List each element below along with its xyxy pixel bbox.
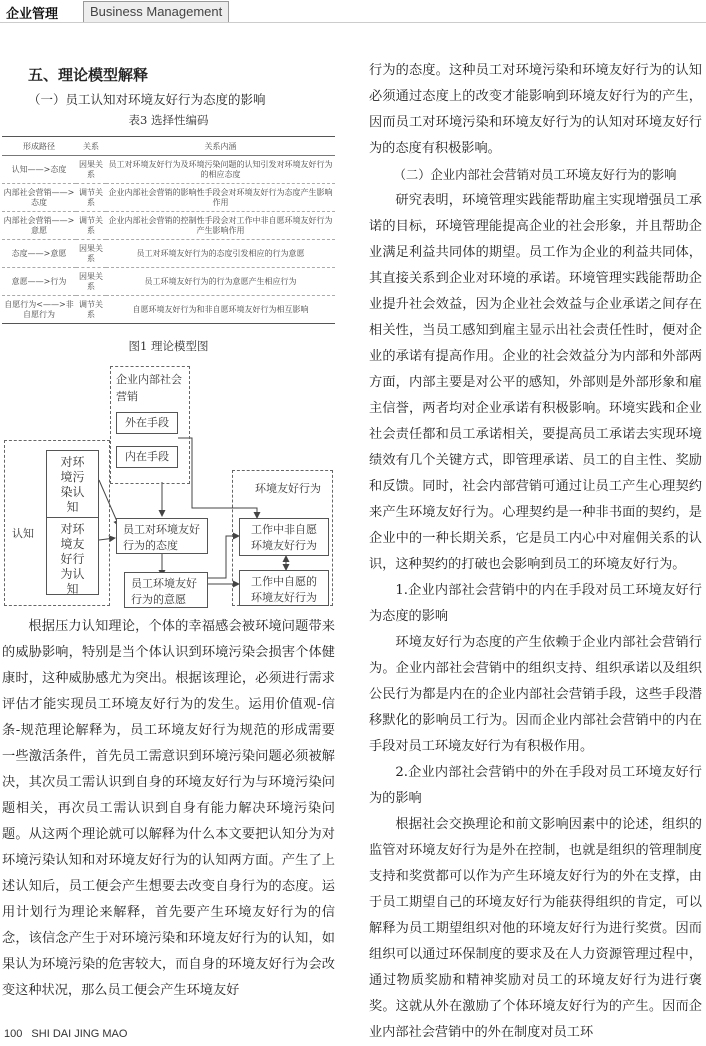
table-header: 关系 bbox=[76, 137, 106, 156]
table-row bbox=[2, 212, 335, 240]
pollution-cognition-box: 对环境污染认知 bbox=[46, 450, 99, 522]
right-paragraph-1: 行为的态度。这种员工对环境污染和环境友好行为的认知必须通过态度上的改变才能影响到环境友好行为的产生，因而员工对环境污染和环境友好行为的认知对环境友好行为的态度有积极影响。 bbox=[369, 63, 702, 156]
page-footer bbox=[4, 1028, 127, 1040]
column-name: Business Management bbox=[83, 1, 229, 23]
cell-relation: 因果关系 bbox=[76, 268, 106, 296]
cell-path: 自愿行为<——>非自愿行为 bbox=[2, 296, 76, 324]
voluntary-behavior-box: 工作中自愿的环境友好行为 bbox=[239, 570, 329, 606]
behavior-cognition-box: 对环境友好行为认知 bbox=[46, 517, 99, 595]
section-tag: 企业管理 bbox=[6, 7, 59, 22]
figure-title: 图1 理论模型图 bbox=[128, 339, 209, 353]
intention-box: 员工环境友好行为的意愿 bbox=[124, 572, 208, 608]
table-row bbox=[2, 184, 335, 212]
cell-meaning: 员工环境友好行为的行为意愿产生相应行为 bbox=[106, 268, 335, 296]
involuntary-behavior-box: 工作中非自愿环境友好行为 bbox=[239, 518, 329, 556]
cell-relation: 因果关系 bbox=[76, 156, 106, 184]
marketing-label: 企业内部社会营销 bbox=[116, 373, 182, 403]
table-row bbox=[2, 240, 335, 268]
cell-path: 态度——>意愿 bbox=[2, 240, 76, 268]
internal-means-box: 内在手段 bbox=[116, 446, 178, 468]
cell-meaning: 员工对环境友好行为的态度引发相应的行为意愿 bbox=[106, 240, 335, 268]
table-title: 表3 选择性编码 bbox=[128, 113, 209, 127]
cell-meaning: 企业内部社会营销的影响性手段会对环境友好行为态度产生影响作用 bbox=[106, 184, 335, 212]
eco-behavior-label: 环境友好行为 bbox=[255, 482, 321, 495]
right-heading-1: 1.企业内部社会营销中的内在手段对员工环境友好行为态度的影响 bbox=[369, 583, 702, 624]
cognition-label: 认知 bbox=[12, 527, 34, 540]
coding-table bbox=[2, 136, 335, 324]
table-row bbox=[2, 296, 335, 324]
left-column bbox=[2, 60, 335, 1004]
section-title: 五、理论模型解释 bbox=[28, 66, 149, 84]
left-body-paragraph: 根据压力认知理论，个体的幸福感会被环境问题带来的威胁影响，特别是当个体认识到环境污染会损害个体健康时，这种威胁感尤为突出。根据该理论，必须进行需求评估才能实现员工环境友好行为的发生。运用价值观-信条-规范理论解释为，员工环境友好行为规范的形成需要一些激活条件，首先员工需意识到环境污染问题必须被解决，其次员工需认识到自身的环境友好行为与环境污染问题相关，再次员工需认识到自身有能力解决环境污染问题。从这两个理论就可以解释为什么本文要把认知分为对环境污染认知和对环境友好行为的认知两方面。产生了上述认知后，员工便会产生想要去改变自身行为的态度。运用计划行为理论来解释，首先要产生环境友好行为的信念，该信念产生于对环境污染和环境友好行为的认知，如果认为环境污染的危害较大，而自身的环境友好行为会改变这种状况，那么员工便会产生环境友好 bbox=[2, 619, 335, 998]
cell-relation: 因果关系 bbox=[76, 240, 106, 268]
cell-relation: 调节关系 bbox=[76, 296, 106, 324]
subsection-title: （一）员工认知对环境友好行为态度的影响 bbox=[28, 92, 266, 107]
right-subsection-title: （二）企业内部社会营销对员工环境友好行为的影响 bbox=[393, 168, 677, 182]
right-paragraph-4: 根据社会交换理论和前文影响因素中的论述，组织的监管对环境友好行为是外在控制，也就是组织的管理制度支持和奖赏都可以作为产生环境友好行为的外在支撑，由于员工期望自己的环境友好行为能获得组织的肯定，可以解释为员工期望组织对他的环境友好行为进行奖赏。因而组织可以通过环保制度的要求及在人力资源管理过程中，通过物质奖励和精神奖励对员工的环境友好行为进行褒奖。这就从外在激励了个体环境友好行为的产生。因而企业内部社会营销中的外在制度对员工环 bbox=[369, 817, 702, 1040]
cell-path: 内部社会营销——>意愿 bbox=[2, 212, 76, 240]
page-number: 100 bbox=[4, 1028, 23, 1040]
cell-relation: 调节关系 bbox=[76, 184, 106, 212]
table-row bbox=[2, 268, 335, 296]
table-header: 形成路径 bbox=[2, 137, 76, 156]
right-heading-2: 2.企业内部社会营销中的外在手段对员工环境友好行为的影响 bbox=[369, 765, 702, 806]
cell-path: 认知——>态度 bbox=[2, 156, 76, 184]
theory-model-diagram bbox=[2, 358, 335, 608]
external-means-box: 外在手段 bbox=[116, 412, 178, 434]
page-header bbox=[0, 0, 706, 26]
attitude-box: 员工对环境友好行为的态度 bbox=[116, 518, 208, 554]
table-row bbox=[2, 156, 335, 184]
table-header: 关系内涵 bbox=[106, 137, 335, 156]
cell-meaning: 自愿环境友好行为和非自愿环境友好行为相互影响 bbox=[106, 296, 335, 324]
cell-meaning: 员工对环境友好行为及环境污染问题的认知引发对环境友好行为的相应态度 bbox=[106, 156, 335, 184]
header-rule bbox=[0, 22, 706, 23]
cell-meaning: 企业内部社会营销的控制性手段会对工作中非自愿环境友好行为产生影响作用 bbox=[106, 212, 335, 240]
journal-name: SHI DAI JING MAO bbox=[31, 1028, 128, 1040]
cell-relation: 调节关系 bbox=[76, 212, 106, 240]
cell-path: 内部社会营销——>态度 bbox=[2, 184, 76, 212]
right-paragraph-2: 研究表明，环境管理实践能帮助雇主实现增强员工承诺的目标，环境管理能提高企业的社会形象，并且帮助企业满足利益共同体的期望。员工作为企业的利益共同体，其直接关系到企业对环境的承诺。环境管理实践能帮助企业提升社会效益，因为企业社会效益与企业承诺之间存在相关性，当员工感知到雇主显示出社会责任性时，便对企业的承诺有提高作用。企业的社会效益分为内部和外部两方面，内部主要是对公平的感知，外部则是外部形象和雇主信誉，两者均对企业承诺有积极影响。环境实践和企业社会责任都和员工承诺相关，要提高员工承诺去实现环境绩效有几个关键方式，即管理承诺、员工的自主性、奖励和反馈。同时，社会内部营销可通过让员工产生心理契约来产生环境友好行为。心理契约是一种非书面的契约，是企业中的一种长期关系，它是员工内心中对雇佣关系的认识，这种契约的打破也会影响到员工的环境友好行为。 bbox=[369, 193, 702, 572]
right-paragraph-3: 环境友好行为态度的产生依赖于企业内部社会营销行为。企业内部社会营销中的组织支持、组织承诺以及组织公民行为都是内在的企业内部社会营销手段，这些手段潜移默化的影响员工行为。因而企业内部社会营销中的内在手段对员工环境友好行为有积极作用。 bbox=[369, 635, 702, 754]
cell-path: 意愿——>行为 bbox=[2, 268, 76, 296]
right-column bbox=[369, 58, 702, 1046]
